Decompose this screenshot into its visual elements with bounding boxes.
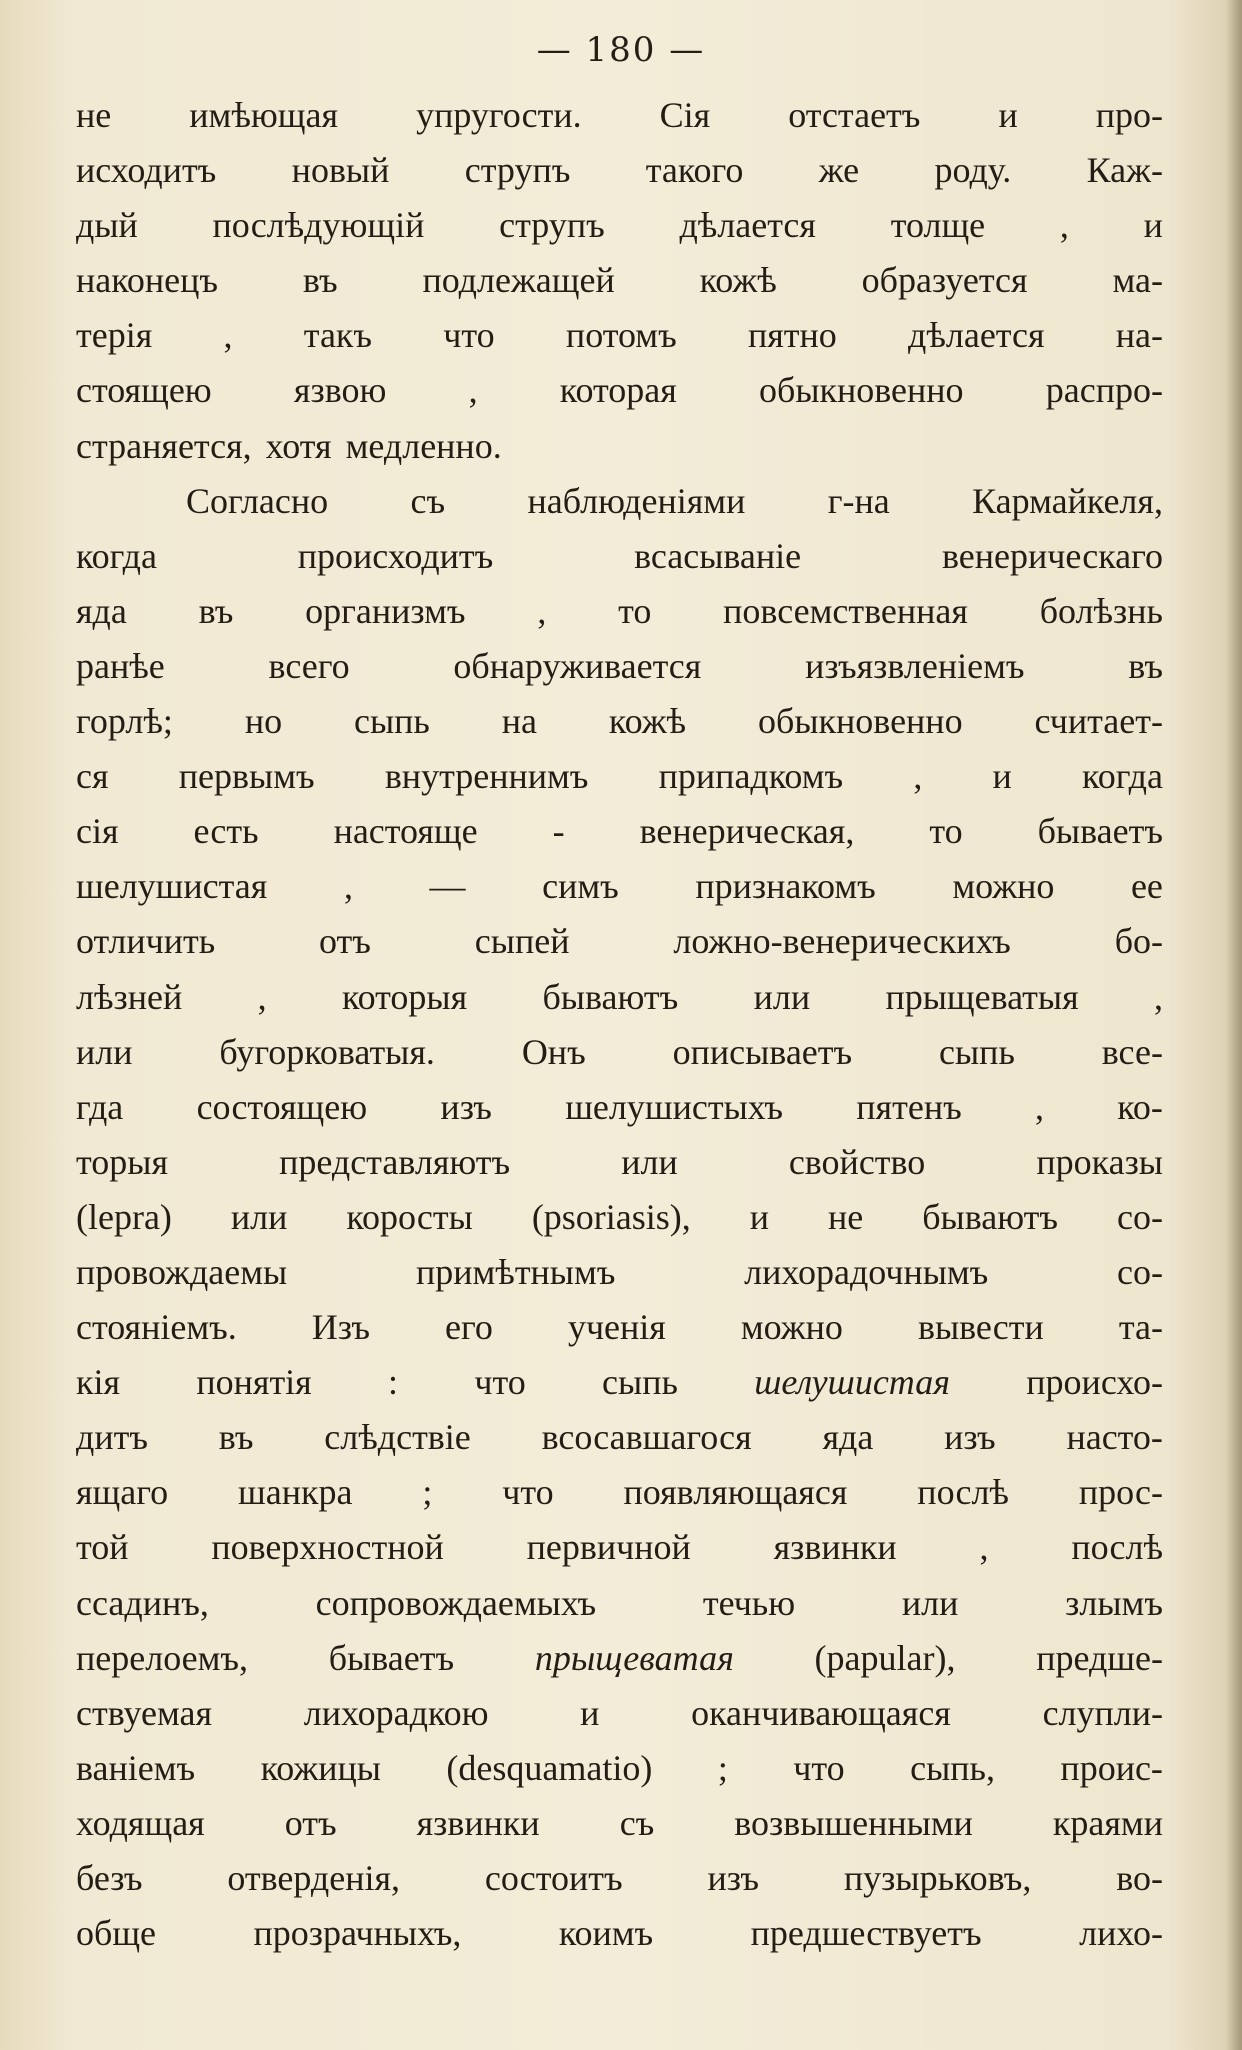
word: и: [998, 95, 1018, 135]
word: (psoriasis),: [531, 1196, 691, 1237]
word: представляютъ: [279, 1141, 511, 1182]
word: болѣзнь: [1039, 590, 1163, 631]
word: терія: [76, 315, 153, 356]
word: дѣлается: [679, 205, 816, 246]
word: ,: [913, 756, 923, 797]
word: или: [753, 976, 811, 1017]
word: или: [901, 1582, 959, 1623]
word: въ: [302, 260, 338, 301]
word: потомъ: [565, 315, 677, 356]
word: струпъ: [499, 205, 605, 246]
word: ссадинъ,: [76, 1582, 209, 1623]
word: ящаго: [76, 1472, 169, 1513]
word: течью: [702, 1582, 796, 1623]
word: бываетъ: [328, 1637, 455, 1678]
word: ,: [1154, 976, 1163, 1017]
word: Сія: [659, 95, 711, 135]
word: сыпь: [939, 1031, 1015, 1072]
word: возвышенными: [734, 1802, 973, 1843]
word: хотя: [265, 425, 332, 466]
word: всего: [268, 645, 350, 686]
word: шелушистая: [76, 866, 268, 907]
word: состоитъ: [484, 1858, 623, 1898]
word: свойство: [788, 1141, 926, 1182]
word: въ: [198, 590, 234, 631]
word: бываютъ: [922, 1196, 1058, 1237]
word: все-: [1101, 1031, 1163, 1072]
word: можно: [740, 1307, 843, 1348]
word: припадкомъ: [658, 756, 844, 797]
word: ранѣе: [76, 645, 165, 686]
word: изъ: [707, 1858, 760, 1898]
word: лѣзней: [76, 976, 183, 1017]
word: ,: [979, 1527, 989, 1568]
word: но: [244, 701, 283, 742]
word: всосавшагося: [541, 1417, 752, 1458]
word: язвинки: [416, 1802, 540, 1843]
word: обнаруживается: [453, 645, 702, 686]
word: проказы: [1036, 1141, 1163, 1182]
word: ,: [1059, 205, 1069, 246]
word: наконецъ: [76, 260, 219, 301]
text-line: [76, 88, 1163, 143]
word: послѣ: [1071, 1527, 1163, 1568]
word: сыпь: [354, 701, 430, 742]
word: торыя: [76, 1141, 169, 1182]
word: не: [76, 95, 112, 135]
word: Изъ: [311, 1307, 371, 1348]
word: та-: [1118, 1307, 1163, 1348]
word: про-: [1095, 95, 1163, 135]
word: ходящая: [76, 1802, 205, 1843]
word: сія: [76, 811, 119, 852]
text-line: [76, 1355, 1163, 1410]
word: перелоемъ,: [76, 1637, 249, 1678]
word: Каж-: [1086, 150, 1163, 191]
word: такого: [645, 150, 744, 191]
word: сопровождаемыхъ: [315, 1582, 597, 1623]
word: состоящею: [196, 1086, 368, 1127]
word: поверхностной: [211, 1527, 444, 1568]
word: (papular),: [814, 1637, 956, 1678]
text-line: [76, 1906, 1163, 1961]
word: внутреннимъ: [384, 756, 589, 797]
text-line: [76, 970, 1163, 1025]
word: ма-: [1112, 260, 1163, 301]
text-line: [76, 1245, 1163, 1300]
word: происходитъ: [297, 535, 494, 576]
word: —: [429, 866, 466, 907]
word: предшествуетъ: [750, 1913, 982, 1954]
word: признакомъ: [695, 866, 876, 907]
word: медленно.: [345, 425, 502, 466]
word: лихо-: [1079, 1913, 1163, 1954]
word: -: [552, 811, 565, 852]
text-line: [76, 363, 1163, 418]
word: обще: [76, 1913, 157, 1954]
word: коросты: [346, 1196, 473, 1237]
word: ствуемая: [76, 1692, 213, 1733]
word: изъ: [440, 1086, 492, 1127]
word: прозрачныхъ,: [253, 1913, 462, 1954]
word: вывести: [917, 1307, 1044, 1348]
word: и: [992, 756, 1012, 797]
word: слѣдствіе: [324, 1417, 471, 1458]
word: всасываніе: [634, 535, 802, 576]
word: когда: [1082, 756, 1163, 797]
word: толще: [890, 205, 986, 246]
text-line: [76, 1520, 1163, 1575]
text-line: [76, 859, 1163, 914]
text-line: [76, 1851, 1163, 1906]
page-edge-shadow: [1226, 0, 1242, 2050]
word: обыкновенно: [758, 701, 963, 742]
word: Согласно: [186, 480, 329, 521]
word: упругости.: [416, 95, 582, 135]
word: появляющаяся: [623, 1472, 848, 1513]
word: кожицы: [260, 1747, 381, 1788]
word: на-: [1115, 315, 1163, 356]
text-line: [76, 1190, 1163, 1245]
text-line: [76, 639, 1163, 694]
word: (desquamatio): [446, 1747, 653, 1788]
page-number: — 180 —: [536, 30, 706, 70]
word: что: [793, 1747, 845, 1788]
word: кожѣ: [608, 701, 687, 742]
text-line: [76, 198, 1163, 253]
word: отличить: [76, 921, 216, 962]
text-line: [76, 1080, 1163, 1135]
word: или: [621, 1141, 678, 1182]
word: отъ: [284, 1802, 337, 1843]
text-line: [76, 1025, 1163, 1080]
word: шелушистыхъ: [565, 1086, 783, 1127]
word: ,: [257, 976, 267, 1017]
word: отъ: [319, 921, 371, 962]
word: стояніемъ.: [76, 1307, 237, 1348]
word: ся: [76, 756, 109, 797]
word: имѣющая: [189, 95, 339, 135]
word: отстаетъ: [788, 95, 921, 135]
word: обыкновенно: [759, 370, 964, 411]
word: съ: [619, 1802, 655, 1843]
text-line: [76, 1796, 1163, 1851]
word: пузырьковъ,: [843, 1858, 1032, 1898]
word: ;: [717, 1747, 728, 1788]
text-line: [76, 694, 1163, 749]
body-text: [76, 88, 1163, 1961]
word: (lepra): [76, 1196, 172, 1237]
word: послѣ: [917, 1472, 1009, 1513]
word: роду.: [934, 150, 1012, 191]
word: ко-: [1117, 1086, 1163, 1127]
word: сыпь: [602, 1362, 678, 1403]
word: и: [580, 1692, 600, 1733]
word: понятія: [196, 1362, 312, 1403]
word: Кармайкеля,: [972, 480, 1163, 521]
word: сыпь,: [910, 1747, 995, 1788]
word: ,: [343, 866, 353, 907]
word: изъязвленіемъ: [805, 645, 1025, 686]
text-line: [76, 143, 1163, 198]
word: что: [474, 1362, 526, 1403]
text-line: [76, 804, 1163, 859]
word: венерическая,: [639, 811, 855, 852]
word: краями: [1052, 1802, 1163, 1843]
word: лихорадкою: [303, 1692, 489, 1733]
text-line: [76, 419, 1163, 474]
word: ложно-венерическихъ: [673, 921, 1011, 962]
word: шанкра: [238, 1472, 353, 1513]
word: дѣлается: [908, 315, 1045, 356]
text-line: [76, 1686, 1163, 1741]
text-line: [76, 253, 1163, 308]
word: же: [818, 150, 860, 191]
word: изъ: [944, 1417, 996, 1458]
word: горлѣ;: [76, 701, 173, 742]
word: то: [618, 590, 652, 631]
word: первичной: [526, 1527, 691, 1568]
word: предше-: [1036, 1637, 1163, 1678]
word: Онъ: [521, 1031, 586, 1072]
word: слупли-: [1042, 1692, 1163, 1733]
word: кожѣ: [699, 260, 777, 301]
word: что: [502, 1472, 554, 1513]
word: отверденія,: [227, 1858, 401, 1898]
word: исходитъ: [76, 150, 217, 191]
word: и: [1143, 205, 1163, 246]
word: коимъ: [558, 1913, 654, 1954]
word: :: [388, 1362, 399, 1403]
word: новый: [291, 150, 390, 191]
word: прос-: [1078, 1472, 1163, 1513]
word: описываетъ: [672, 1031, 853, 1072]
word: яда: [76, 590, 127, 631]
word: его: [445, 1307, 493, 1348]
word: провождаемы: [76, 1251, 288, 1292]
word: бугорковатыя.: [219, 1031, 435, 1072]
text-line: [76, 1576, 1163, 1631]
word: яда: [822, 1417, 874, 1458]
word: симъ: [542, 866, 619, 907]
word: на: [501, 701, 538, 742]
word: ее: [1130, 866, 1163, 907]
word: во-: [1116, 1858, 1163, 1898]
text-line: [76, 749, 1163, 804]
word: стоящею: [76, 370, 212, 411]
word: ваніемъ: [76, 1747, 196, 1788]
word: струпъ: [464, 150, 571, 191]
word: бо-: [1114, 921, 1163, 962]
word: безъ: [76, 1858, 143, 1898]
word: со-: [1116, 1196, 1163, 1237]
word: оканчивающаяся: [691, 1692, 951, 1733]
word: или: [76, 1031, 133, 1072]
word: происхо-: [1026, 1362, 1163, 1403]
word: кія: [76, 1362, 121, 1403]
word: венерическаго: [941, 535, 1163, 576]
word: ,: [1034, 1086, 1044, 1127]
word: послѣдующій: [212, 205, 425, 246]
word: организмъ: [305, 590, 466, 631]
word: страняется,: [76, 425, 252, 466]
word: повсемственная: [723, 590, 968, 631]
word: пятно: [747, 315, 837, 356]
text-line: [76, 1410, 1163, 1465]
text-line: [76, 914, 1163, 969]
word: не: [828, 1196, 864, 1237]
word: дитъ: [76, 1417, 148, 1458]
word: со-: [1117, 1251, 1163, 1292]
word: можно: [952, 866, 1055, 907]
text-line: [76, 584, 1163, 639]
word: ,: [223, 315, 233, 356]
word: пятенъ: [856, 1086, 962, 1127]
text-line: [76, 308, 1163, 363]
word: такъ: [303, 315, 373, 356]
word: ,: [468, 370, 478, 411]
word: шелушистая: [754, 1362, 950, 1403]
word: бываетъ: [1037, 811, 1163, 852]
word: гда: [76, 1086, 124, 1127]
word: и: [749, 1196, 770, 1237]
word: примѣтнымъ: [415, 1251, 616, 1292]
word: что: [443, 315, 495, 356]
word: проис-: [1060, 1747, 1163, 1788]
word: прыщеватая: [534, 1637, 734, 1678]
word: въ: [218, 1417, 254, 1458]
word: когда: [76, 535, 157, 576]
text-line: [76, 1300, 1163, 1355]
word: язвою: [293, 370, 387, 411]
word: ,: [537, 590, 547, 631]
word: подлежащей: [422, 260, 615, 301]
word: въ: [1128, 645, 1163, 686]
word: лихорадочнымъ: [744, 1251, 989, 1292]
word: сыпей: [474, 921, 570, 962]
word: г-на: [827, 480, 890, 521]
text-line: [76, 474, 1163, 529]
word: считает-: [1034, 701, 1163, 742]
word: ;: [422, 1472, 433, 1513]
word: насто-: [1066, 1417, 1163, 1458]
text-line: [76, 529, 1163, 584]
word: той: [76, 1527, 129, 1568]
word: язвинки: [773, 1527, 897, 1568]
word: съ: [410, 480, 446, 521]
word: настояще: [333, 811, 478, 852]
word: дый: [76, 205, 138, 246]
text-line: [76, 1741, 1163, 1796]
text-line: [76, 1135, 1163, 1190]
word: или: [230, 1196, 288, 1237]
word: наблюденіями: [527, 480, 746, 521]
word: которая: [559, 370, 677, 411]
word: распро-: [1045, 370, 1163, 411]
word: образуется: [861, 260, 1028, 301]
word: прыщеватыя: [885, 976, 1079, 1017]
text-line: [76, 1631, 1163, 1686]
word: злымъ: [1065, 1582, 1163, 1623]
word: то: [929, 811, 963, 852]
text-line: [76, 1465, 1163, 1520]
word: есть: [193, 811, 259, 852]
word: ученія: [567, 1307, 666, 1348]
word: которыя: [341, 976, 468, 1017]
word: бываютъ: [542, 976, 679, 1017]
word: первымъ: [178, 756, 315, 797]
